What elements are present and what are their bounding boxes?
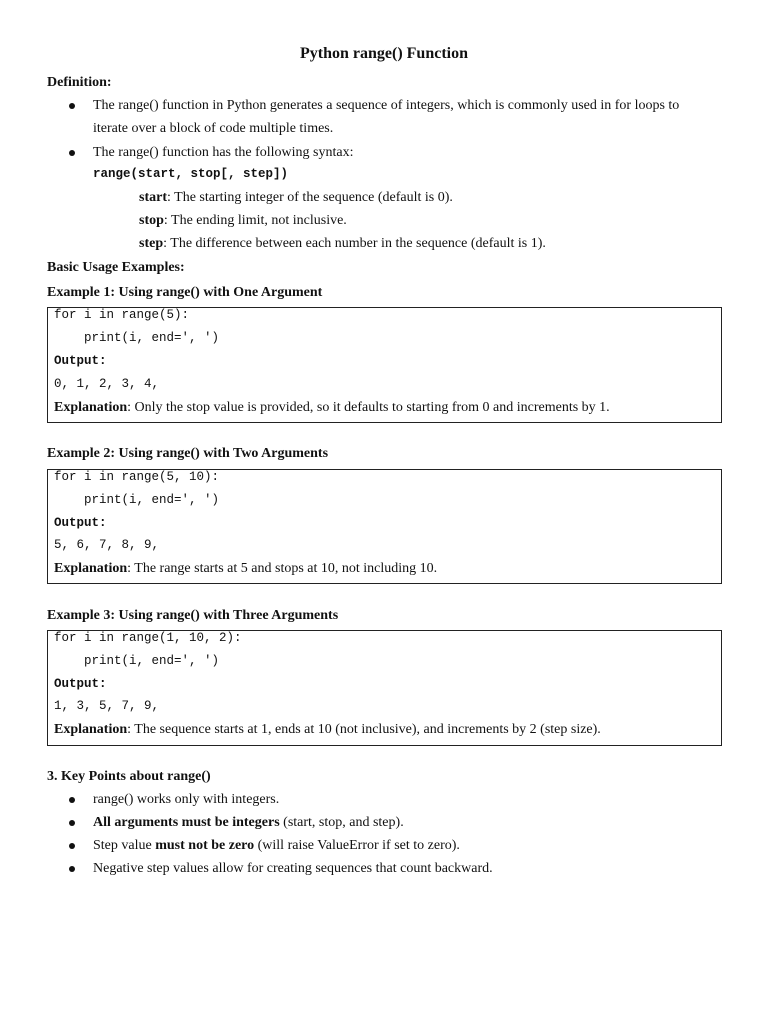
example-3-explanation-text: : The sequence starts at 1, ends at 10 (not inclusive), and increments by 2 (step size). (127, 722, 601, 737)
bullet-icon (69, 866, 75, 872)
key-points-heading: 3. Key Points about range() (47, 769, 211, 784)
example-1-code-line-1: for i in range(5): (54, 308, 190, 322)
bullet-icon (69, 820, 75, 826)
example-3-code-line-1: for i in range(1, 10, 2): (54, 631, 242, 645)
example-1-explanation (54, 396, 610, 419)
bullet-icon (69, 150, 75, 156)
example-3-explanation-label: Explanation (54, 722, 128, 737)
example-3-output-label: Output: (54, 677, 107, 691)
param-start-name: start (139, 190, 167, 205)
param-step-desc: : The difference between each number in the sequence (default is 1). (163, 236, 546, 251)
example-3-explanation (54, 718, 601, 741)
key-point-2-bold: All arguments must be integers (93, 815, 280, 830)
definition-bullet-2: The range() function has the following syntax: (93, 145, 354, 160)
bullet-icon (69, 843, 75, 849)
example-1-output: 0, 1, 2, 3, 4, (54, 377, 160, 391)
param-start-desc: : The starting integer of the sequence (default is 0). (167, 190, 453, 205)
example-2-code-line-1: for i in range(5, 10): (54, 470, 220, 484)
key-point-1: range() works only with integers. (93, 792, 280, 807)
param-stop-name: stop (139, 213, 164, 228)
key-point-3-rest: (will raise ValueError if set to zero). (254, 838, 460, 853)
definition-bullet-1-line-2: iterate over a block of code multiple times. (93, 121, 334, 136)
example-3-heading: Example 3: Using range() with Three Arguments (47, 608, 339, 623)
key-point-3-pre: Step value (93, 838, 156, 853)
key-point-3-bold: must not be zero (155, 838, 255, 853)
example-2-output: 5, 6, 7, 8, 9, (54, 538, 160, 552)
param-stop-desc: : The ending limit, not inclusive. (163, 213, 347, 228)
example-2-code-line-2: print(i, end=', ') (54, 493, 220, 507)
key-point-2-rest: (start, stop, and step). (279, 815, 404, 830)
param-stop (139, 209, 347, 232)
param-step (139, 232, 546, 255)
example-1-explanation-label: Explanation (54, 400, 128, 415)
key-point-2 (93, 811, 404, 834)
example-2-explanation (54, 557, 437, 580)
example-1-code-line-2: print(i, end=', ') (54, 331, 220, 345)
example-1-heading: Example 1: Using range() with One Argument (47, 285, 323, 300)
example-3-output: 1, 3, 5, 7, 9, (54, 699, 160, 713)
key-point-3 (93, 834, 460, 857)
bullet-icon (69, 103, 75, 109)
basic-usage-heading: Basic Usage Examples: (47, 260, 185, 275)
bullet-icon (69, 797, 75, 803)
definition-heading: Definition: (47, 75, 112, 90)
param-start (139, 186, 453, 209)
key-point-4: Negative step values allow for creating sequences that count backward. (93, 861, 493, 876)
example-2-explanation-text: : The range starts at 5 and stops at 10, not including 10. (127, 561, 438, 576)
param-step-name: step (139, 236, 164, 251)
example-2-heading: Example 2: Using range() with Two Arguments (47, 446, 329, 461)
example-2-output-label: Output: (54, 516, 107, 530)
example-3-code-line-2: print(i, end=', ') (54, 654, 220, 668)
example-2-explanation-label: Explanation (54, 561, 128, 576)
definition-bullet-1-line-1: The range() function in Python generates a sequence of integers, which is commonly used in for loops to (93, 98, 680, 113)
syntax-line: range(start, stop[, step]) (93, 167, 289, 181)
example-1-explanation-text: : Only the stop value is provided, so it defaults to starting from 0 and increments by 1. (127, 400, 610, 415)
example-1-output-label: Output: (54, 354, 107, 368)
page-title: Python range() Function (300, 45, 468, 62)
